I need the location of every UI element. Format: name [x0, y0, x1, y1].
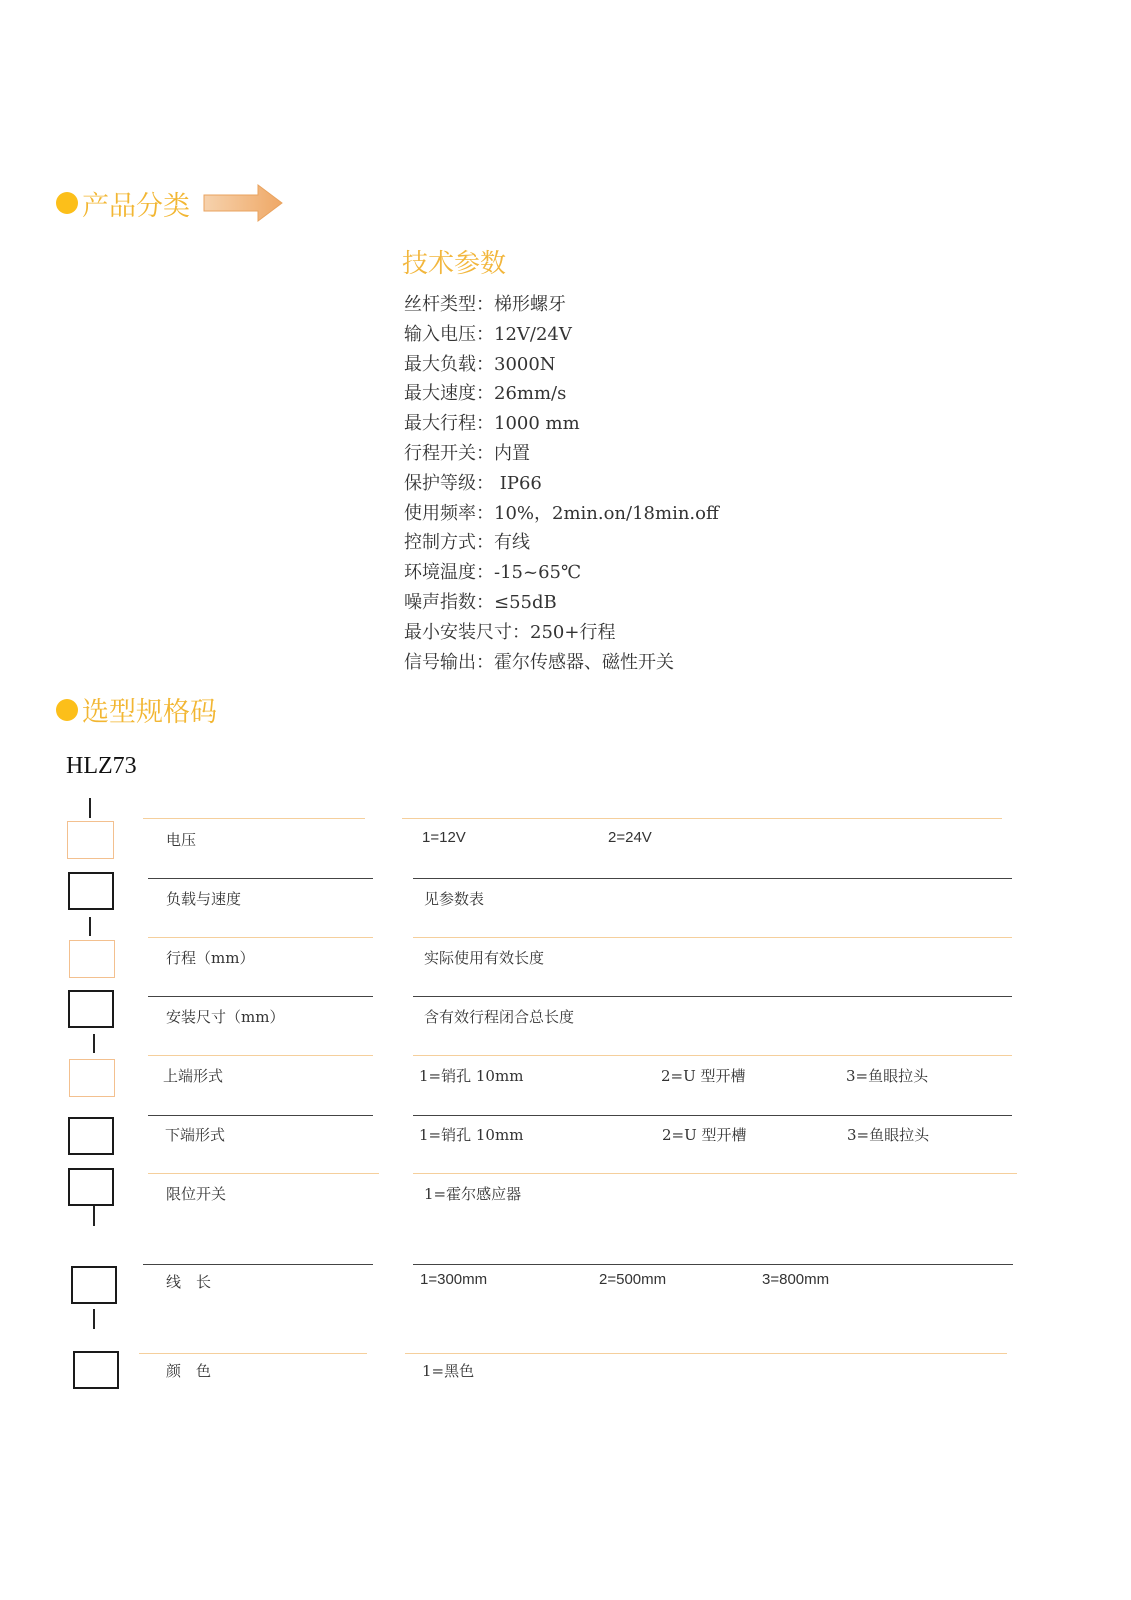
row-divider: [148, 878, 373, 879]
option-voltage-2: 2=24V: [608, 829, 652, 846]
row-divider: [413, 1115, 1012, 1116]
row-divider: [148, 1173, 379, 1174]
option-bottom-end-3: 3=鱼眼拉头: [847, 1126, 930, 1144]
connector-bar: [89, 798, 91, 818]
model-code: HLZ73: [66, 753, 137, 779]
row-label-limit-switch: 限位开关: [166, 1185, 227, 1203]
bullet-icon: [56, 192, 78, 214]
code-box-cable-length: [71, 1266, 117, 1304]
option-top-end-1: 1=销孔 10mm: [419, 1067, 524, 1085]
option-top-end-2: 2=U 型开槽: [661, 1067, 746, 1085]
row-divider: [413, 1055, 1012, 1056]
section-title-text: 选型规格码: [82, 697, 217, 728]
row-divider: [143, 1264, 373, 1265]
code-box-color: [73, 1351, 119, 1389]
connector-bar: [93, 1034, 95, 1053]
row-divider: [148, 996, 373, 997]
spec-line: 环境温度：-15~65℃: [404, 562, 582, 584]
option-top-end-3: 3=鱼眼拉头: [846, 1067, 929, 1085]
row-label-bottom-end: 下端形式: [165, 1126, 226, 1144]
connector-bar: [93, 1206, 95, 1226]
code-box-limit-switch: [68, 1168, 114, 1206]
spec-line: 使用频率：10%，2min.on/18min.off: [404, 502, 719, 524]
spec-title: 技术参数: [402, 249, 507, 279]
row-divider: [413, 1173, 1017, 1174]
option-bottom-end-2: 2=U 型开槽: [662, 1126, 747, 1144]
spec-line: 信号输出：霍尔传感器、磁性开关: [404, 651, 674, 673]
connector-bar: [89, 917, 91, 936]
spec-line: 控制方式：有线: [404, 532, 530, 554]
row-divider: [413, 1264, 1013, 1265]
spec-list: [404, 290, 719, 677]
option-cable-length-3: 3=800mm: [762, 1271, 830, 1288]
code-box-top-end: [69, 1059, 115, 1097]
spec-line: 丝杆类型：梯形螺牙: [404, 294, 566, 315]
section-title-classification: [56, 183, 286, 223]
section-title-text: 产品分类: [82, 190, 190, 222]
code-box-stroke: [69, 940, 115, 978]
spec-line: 输入电压：12V/24V: [404, 323, 572, 345]
row-label-load-speed: 负载与速度: [166, 890, 242, 908]
option-cable-length-1: 1=300mm: [420, 1271, 488, 1288]
row-label-color: 颜 色: [166, 1362, 212, 1380]
option-load-speed: 见参数表: [424, 890, 485, 908]
option-stroke: 实际使用有效长度: [424, 949, 545, 967]
row-label-stroke: 行程（mm）: [166, 949, 255, 967]
row-label-cable-length: 线 长: [166, 1273, 212, 1291]
row-divider: [143, 818, 365, 819]
option-limit-switch: 1=霍尔感应器: [424, 1185, 522, 1203]
spec-line: 最大速度：26mm/s: [404, 383, 567, 405]
row-divider: [413, 878, 1012, 879]
section-title-selection-code: [56, 690, 217, 729]
row-divider: [148, 937, 373, 938]
row-divider: [402, 818, 1002, 819]
code-box-load-speed: [68, 872, 114, 910]
option-color: 1=黑色: [422, 1362, 475, 1380]
row-divider: [148, 1115, 373, 1116]
bullet-icon: [56, 699, 78, 721]
row-divider: [405, 1353, 1007, 1354]
option-voltage-1: 1=12V: [422, 829, 466, 846]
row-divider: [139, 1353, 367, 1354]
spec-line: 最大行程：1000 mm: [404, 413, 580, 435]
option-bottom-end-1: 1=销孔 10mm: [419, 1126, 524, 1144]
row-label-install-size: 安装尺寸（mm）: [166, 1008, 285, 1026]
code-box-bottom-end: [68, 1117, 114, 1155]
spec-line: 最大负载：3000N: [404, 353, 556, 375]
code-box-voltage: [67, 821, 114, 859]
row-divider: [413, 996, 1012, 997]
row-label-voltage: 电压: [166, 831, 197, 849]
row-label-top-end: 上端形式: [163, 1067, 224, 1085]
option-install-size: 含有效行程闭合总长度: [424, 1008, 575, 1026]
connector-bar: [93, 1309, 95, 1329]
arrow-right-icon: [202, 183, 286, 223]
spec-line: 保护等级： IP66: [404, 472, 542, 494]
option-cable-length-2: 2=500mm: [599, 1271, 667, 1288]
spec-line: 最小安装尺寸：250+行程: [404, 621, 616, 643]
code-box-install-size: [68, 990, 114, 1028]
row-divider: [148, 1055, 373, 1056]
spec-line: 行程开关：内置: [404, 442, 530, 464]
row-divider: [413, 937, 1012, 938]
spec-line: 噪声指数：≤55dB: [404, 591, 557, 613]
